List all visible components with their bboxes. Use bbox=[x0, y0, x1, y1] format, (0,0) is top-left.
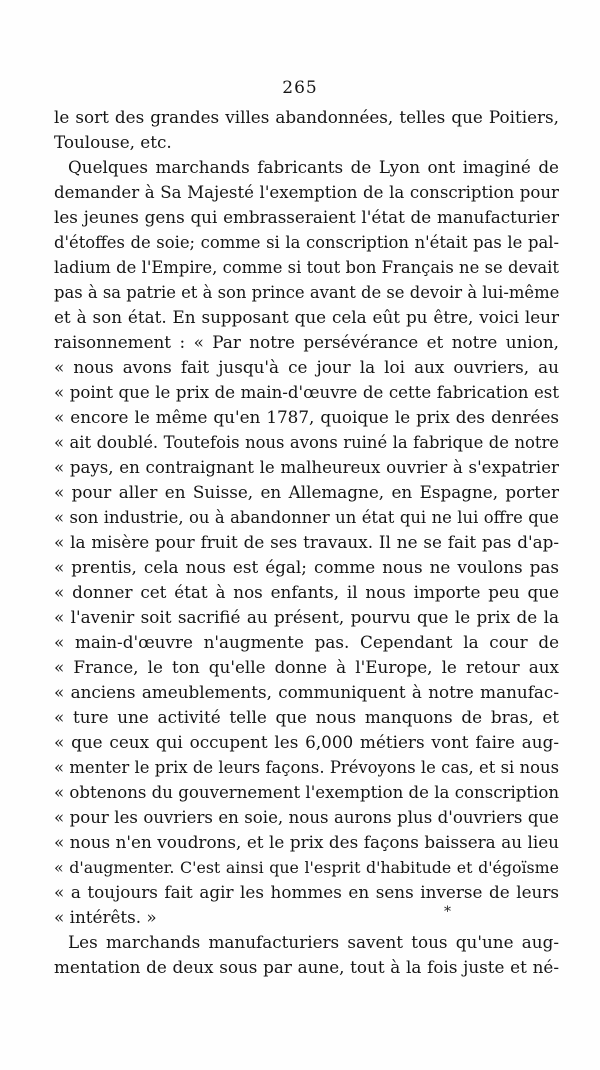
text-line: « pour les ouvriers en soie, nous aurons plus d'ouvriers que bbox=[54, 808, 559, 827]
text-line: « a toujours fait agir les hommes en sens inverse de leurs bbox=[54, 882, 559, 902]
text-line: « prentis, cela nous est égal; comme nous ne voulons pas bbox=[54, 557, 559, 577]
text-line: le sort des grandes villes abandonnées, telles que Poitiers, bbox=[54, 107, 559, 127]
text-line: « que ceux qui occupent les 6,000 métiers vont faire aug- bbox=[54, 732, 559, 752]
text-line: « l'avenir soit sacrifié au présent, pourvu que le prix de la bbox=[54, 607, 559, 627]
text-line: « d'augmenter. C'est ainsi que l'esprit d'habitude et d'égoïsme bbox=[54, 858, 559, 877]
text-line: « la misère pour fruit de ses travaux. Il ne se fait pas d'ap- bbox=[54, 532, 559, 552]
text-line: « nous avons fait jusqu'à ce jour la loi aux ouvriers, au bbox=[54, 357, 559, 377]
text-line: « France, le ton qu'elle donne à l'Europe, le retour aux bbox=[54, 657, 559, 677]
text-line: « encore le même qu'en 1787, quoique le prix des denrées bbox=[54, 407, 559, 427]
text-line: « obtenons du gouvernement l'exemption de la conscription bbox=[54, 783, 560, 802]
text-line: « anciens ameublements, communiquent à notre manufac- bbox=[54, 682, 559, 702]
page-number: 265 bbox=[282, 78, 318, 98]
text-line: demander à Sa Majesté l'exemption de la conscription pour bbox=[54, 183, 559, 202]
text-line: ladium de l'Empire, comme si tout bon Français ne se devait bbox=[54, 258, 559, 277]
text-line: « nous n'en voudrons, et le prix des façons baissera au lieu bbox=[54, 832, 559, 852]
text-line: et à son état. En supposant que cela eût pu être, voici leur bbox=[54, 307, 559, 327]
text-line: « ture une activité telle que nous manquons de bras, et bbox=[54, 707, 559, 727]
text-line: « main-d'œuvre n'augmente pas. Cependant la cour de bbox=[54, 632, 559, 652]
signature-mark: * bbox=[444, 904, 451, 920]
body-text bbox=[54, 105, 559, 980]
text-line: Quelques marchands fabricants de Lyon ont imaginé de bbox=[68, 157, 559, 177]
text-line: « point que le prix de main-d'œuvre de cette fabrication est bbox=[54, 383, 559, 402]
text-line: pas à sa patrie et à son prince avant de se devoir à lui-même bbox=[54, 283, 560, 302]
text-line: « ait doublé. Toutefois nous avons ruiné la fabrique de notre bbox=[54, 433, 559, 452]
text-line: « pays, en contraignant le malheureux ouvrier à s'expatrier bbox=[54, 458, 559, 477]
text-line: « menter le prix de leurs façons. Prévoyons le cas, et si nous bbox=[54, 758, 559, 777]
text-line: Les marchands manufacturiers savent tous qu'une aug- bbox=[68, 932, 559, 952]
text-line: « intérêts. » bbox=[54, 907, 157, 927]
text-line: « son industrie, ou à abandonner un état qui ne lui offre que bbox=[54, 508, 559, 527]
text-line: mentation de deux sous par aune, tout à la fois juste et né- bbox=[54, 957, 559, 977]
text-line: « pour aller en Suisse, en Allemagne, en Espagne, porter bbox=[54, 482, 559, 502]
text-line: raisonnement : « Par notre persévérance et notre union, bbox=[54, 332, 559, 352]
text-line: d'étoffes de soie; comme si la conscription n'était pas le pal- bbox=[54, 233, 559, 252]
text-line: Toulouse, etc. bbox=[54, 132, 172, 152]
text-line: les jeunes gens qui embrasseraient l'état de manufacturier bbox=[54, 207, 559, 227]
text-line: « donner cet état à nos enfants, il nous importe peu que bbox=[54, 582, 559, 602]
